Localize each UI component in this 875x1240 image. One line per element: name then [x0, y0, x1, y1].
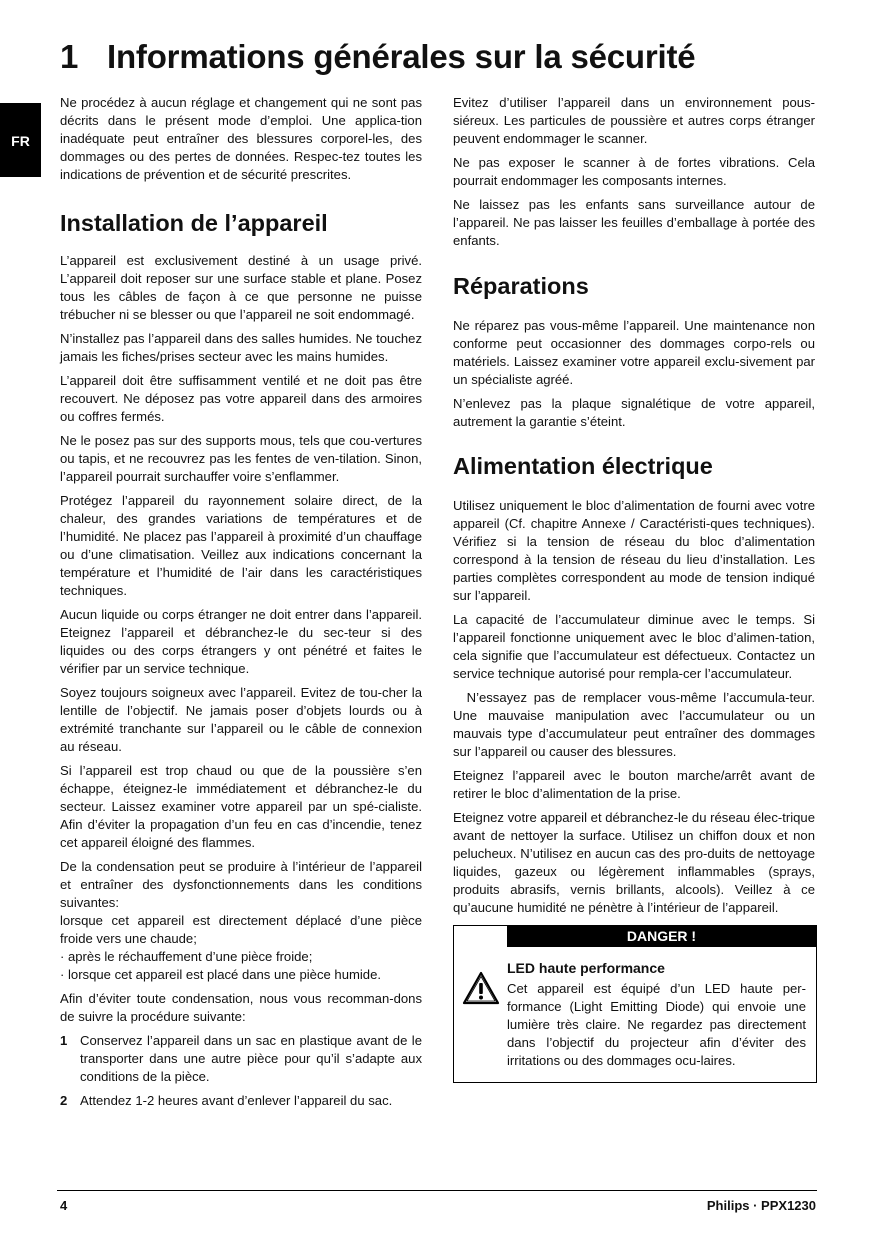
- installation-paragraph: L’appareil est exclusivement destiné à un usage privé. L’appareil doit reposer sur une surface stable et plane. Posez tous les câbles de façon à ce que personne ne puisse trébucher ni se blesser ou que l’appareil ne soit endommagé.: [60, 253, 422, 322]
- step-text: Conservez l’appareil dans un sac en plastique avant de le transporter dans une autre pièce pour qu’il s’adapte aux conditions de la pièce.: [80, 1033, 422, 1084]
- power-paragraph: Eteignez l’appareil avec le bouton marche/arrêt avant de retirer le bloc d’alimentation de la prise.: [453, 768, 815, 801]
- procedure-intro: Afin d’éviter toute condensation, nous vous recomman-dons de suivre la procédure suivante:: [60, 991, 422, 1024]
- repairs-paragraph: Ne réparez pas vous-même l’appareil. Une maintenance non conforme peut occasionner des dommages corpo-rels ou matériels. Laissez examiner votre appareil exclu-sivement par un spécialiste agréé.: [453, 318, 815, 387]
- repairs-heading: Réparations: [453, 273, 589, 299]
- installation-paragraph: Protégez l’appareil du rayonnement solaire direct, de la chaleur, des grandes variations de températures et de l’humidité. Ne placez pas l’appareil à proximité d’un chauffage ou d’une climatisation. Veillez aux indications concernant la température et l’humidité de l’air dans les caractéristiques techniques.: [60, 493, 422, 598]
- danger-label: DANGER !: [507, 926, 816, 947]
- language-tab: [0, 103, 41, 177]
- step-number: 1: [60, 1033, 68, 1048]
- power-paragraph: Eteignez votre appareil et débranchez-le du réseau élec-trique avant de nettoyer la surface. Utilisez un chiffon doux et non pelucheux. N’utilisez en aucun cas des pro-duits de nettoyage liquides, gazeux ou légèrement inflammables (sprays, produits abrasifs, vernis brillants, alcools). Veillez à ce qu’aucune humidité ne pénètre à l’intérieur de l’appareil.: [453, 810, 815, 915]
- installation-paragraph: Ne le posez pas sur des supports mous, tels que cou-vertures ou tapis, et ne recouvrez pas les fentes de ven-tilation. Sinon, l’appareil pourrait surchauffer voire s’enflammer.: [60, 433, 422, 484]
- condensation-intro: De la condensation peut se produire à l’intérieur de l’appareil et entraîner des dysfonctionnements dans les conditions suivantes:: [60, 859, 422, 910]
- power-paragraph: N’essayez pas de remplacer vous-même l’accumula-teur. Une mauvaise manipulation avec l’accumulateur ou un mauvais type d’accumulateur peut entraîner des dommages sur l’appareil ou causer des blessures.: [453, 690, 819, 759]
- page-number: 4: [60, 1198, 68, 1213]
- chapter-number: 1: [60, 38, 79, 75]
- procedure-step: [60, 1032, 422, 1086]
- danger-header: [454, 926, 816, 947]
- left-column: [60, 94, 422, 1116]
- danger-body: [454, 947, 816, 1082]
- danger-header-spacer: [454, 926, 507, 947]
- chapter-title-text: Informations générales sur la sécurité: [107, 38, 696, 75]
- power-heading: Alimentation électrique: [453, 453, 713, 479]
- condensation-case: · lorsque cet appareil est placé dans une pièce humide.: [60, 967, 381, 982]
- repairs-paragraph: N’enlevez pas la plaque signalétique de votre appareil, autrement la garantie s’éteint.: [453, 396, 815, 429]
- installation-heading: Installation de l’appareil: [60, 210, 328, 236]
- step-number: 2: [60, 1093, 68, 1108]
- power-paragraph: Utilisez uniquement le bloc d’alimentation de fourni avec votre appareil (Cf. chapitre Annexe / Caractéristi-ques techniques). Vérifiez si la tension de réseau du bloc d’alimentation correspond à la tension de réseau du lieu d’installation. Les parties complètes correspondent au mode de tension indiqué sur l’appareil.: [453, 498, 815, 603]
- installation-paragraph: N’installez pas l’appareil dans des salles humides. Ne touchez jamais les fiches/prises secteur avec les mains humides.: [60, 331, 422, 364]
- safety-paragraph: Ne pas exposer le scanner à de fortes vibrations. Cela pourrait endommager les composants internes.: [453, 155, 815, 188]
- installation-paragraph: Si l’appareil est trop chaud ou que de la poussière s’en échappe, éteignez-le immédiatement et débranchez-le du secteur. Laissez examiner votre appareil par un spé-cialiste. Afin d’éviter la propagation d’un feu en cas d’incendie, tenez cet appareil éloigné des flammes.: [60, 763, 422, 850]
- installation-paragraph: L’appareil doit être suffisamment ventilé et ne doit pas être recouvert. Ne déposez pas votre appareil dans des armoires ou coffres fermés.: [60, 373, 422, 424]
- procedure-step: [60, 1092, 422, 1110]
- danger-title: LED haute performance: [507, 960, 665, 976]
- language-tab-label: FR: [11, 133, 30, 149]
- right-column: [453, 94, 819, 1083]
- danger-description: Cet appareil est équipé d’un LED haute per-formance (Light Emitting Diode) qui envoie une lumière très claire. Ne regardez pas directement dans l’objectif du projecteur afin d’éviter des irritations ou des dommages ocu-laires.: [507, 981, 806, 1068]
- condensation-case: lorsque cet appareil est directement déplacé d’une pièce froide vers une chaude;: [60, 913, 422, 946]
- power-paragraph: La capacité de l’accumulateur diminue avec le temps. Si l’appareil fonctionne uniquement avec le bloc d’alimen-tation, cela signifie que l’accumulateur est défectueux. Contactez un service technique autorisé pour rempla-cer l’accumulateur.: [453, 612, 815, 681]
- installation-paragraph: Soyez toujours soigneux avec l’appareil. Evitez de tou-cher la lentille de l’objectif. Ne jamais poser d’objets lourds ou à extrémité tranchante sur l’appareil ou le câble de connexion au réseau.: [60, 685, 422, 754]
- step-text: Attendez 1-2 heures avant d’enlever l’appareil du sac.: [80, 1093, 393, 1108]
- safety-paragraph: Evitez d’utiliser l’appareil dans un environnement pous-siéreux. Les particules de poussière et autres corps étranger peuvent endommager le scanner.: [453, 95, 815, 146]
- danger-box: [453, 925, 817, 1083]
- intro-paragraph: Ne procédez à aucun réglage et changement qui ne sont pas décrits dans le présent mode d’emploi. Une applica-tion inadéquate peut entraîner des blessures corporel-les, des dommages ou des pertes de données. Respec-tez toutes les indications de prévention et de sécurité prescrites.: [60, 95, 422, 182]
- chapter-title: [60, 38, 840, 76]
- footer-divider: [57, 1190, 817, 1191]
- warning-triangle-icon: [454, 959, 507, 1070]
- installation-paragraph: Aucun liquide ou corps étranger ne doit entrer dans l’appareil. Eteignez l’appareil et débranchez-le du sec-teur si des liquides ou des corps étrangers y ont pénétré et faites le vérifier par un service technique.: [60, 607, 422, 676]
- safety-paragraph: Ne laissez pas les enfants sans surveillance autour de l’appareil. Ne pas laisser les feuilles d’emballage à portée des enfants.: [453, 197, 815, 248]
- danger-text: [507, 959, 806, 1070]
- condensation-case: · après le réchauffement d’une pièce froide;: [60, 949, 313, 964]
- product-name: Philips · PPX1230: [706, 1198, 816, 1213]
